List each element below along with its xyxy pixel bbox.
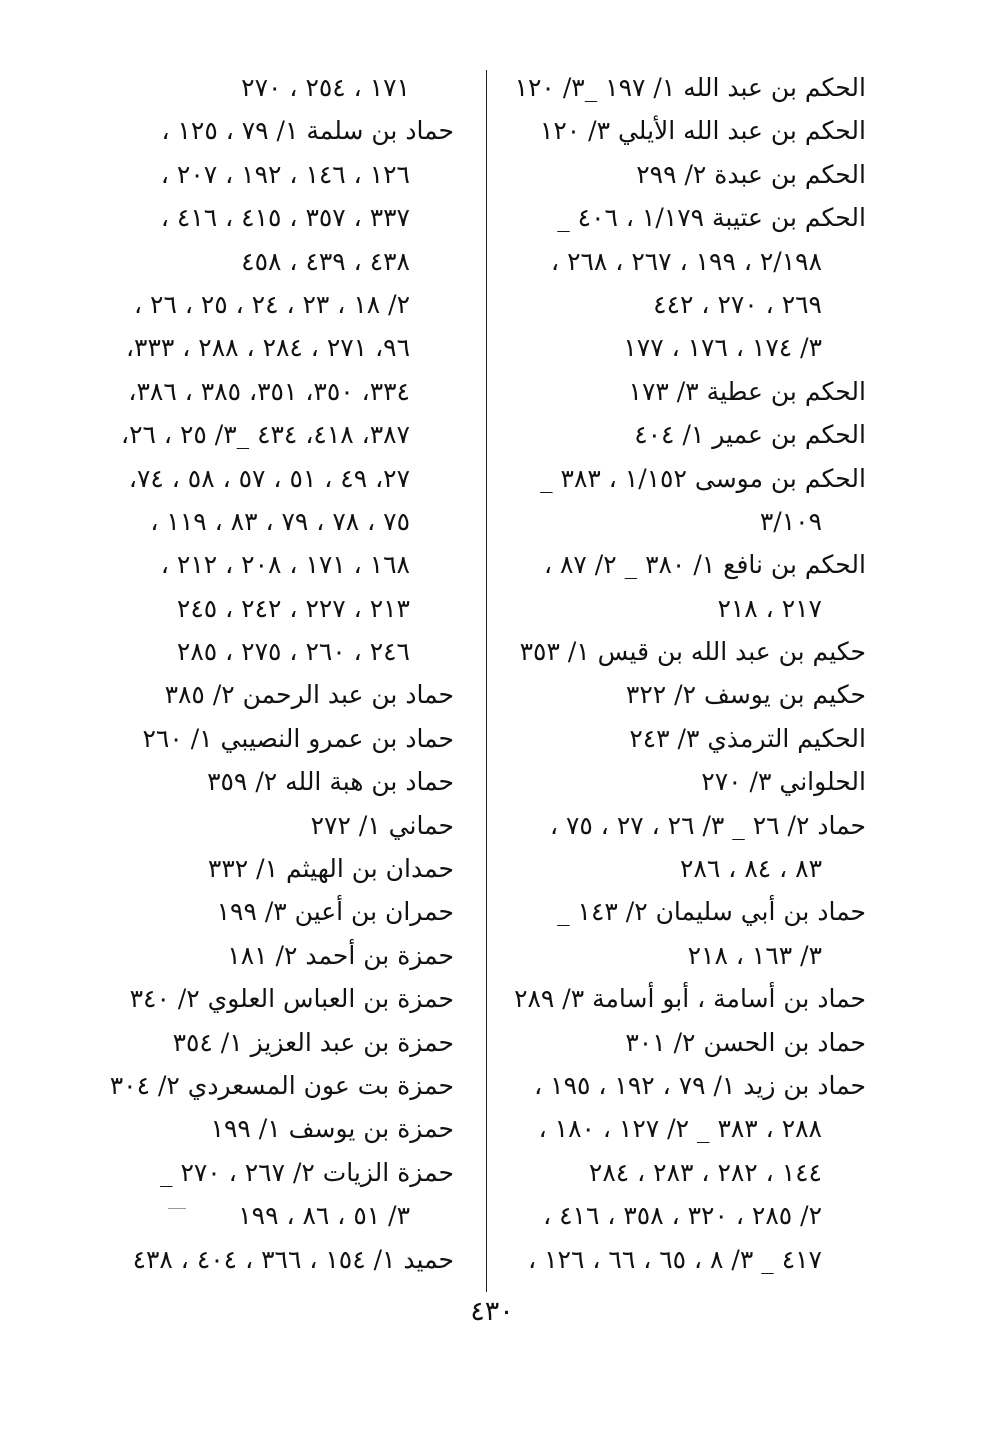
index-entry-line: ٢٧، ٤٩ ، ٥١ ، ٥٧ ، ٥٨ ، ٧٤، <box>128 463 410 493</box>
index-entry-line: حميد ١/ ١٥٤ ، ٣٦٦ ، ٤٠٤ ، ٤٣٨ <box>132 1244 454 1274</box>
index-entry-line: حماد ٢/ ٢٦ _ ٣/ ٢٦ ، ٢٧ ، ٧٥ ، <box>549 810 866 840</box>
index-entry-line: الحكيم الترمذي ٣/ ٢٤٣ <box>629 723 866 753</box>
index-entry-line: ٩٦، ٢٧١ ، ٢٨٤ ، ٢٨٨ ، ٣٣٣، <box>125 333 410 363</box>
index-entry-line: حماد بن زيد ١/ ٧٩ ، ١٩٢ ، ١٩٥ ، <box>534 1070 866 1100</box>
index-entry-line: ١٢٦ ، ١٤٦ ، ١٩٢ ، ٢٠٧ ، <box>160 159 410 189</box>
index-entry-line: ٢٨٨ ، ٣٨٣ _ ٢/ ١٢٧ ، ١٨٠ ، <box>538 1114 822 1144</box>
index-entry-line: ٣/ ١٦٣ ، ٢١٨ <box>687 940 822 970</box>
index-entry-line: الحكم بن عطية ٣/ ١٧٣ <box>628 376 866 406</box>
index-entry-line: الحكم بن عمير ١/ ٤٠٤ <box>634 420 866 450</box>
index-entry-line: ٣٣٤، ٣٥٠، ٣٥١، ٣٨٥ ، ٣٨٦، <box>128 376 410 406</box>
index-entry-line: حماد بن أسامة ، أبو أسامة ٣/ ٢٨٩ <box>514 984 866 1014</box>
column-divider <box>486 70 487 1292</box>
index-entry-line: ٧٥ ، ٧٨ ، ٧٩ ، ٨٣ ، ١١٩ ، <box>150 506 410 536</box>
index-entry-line: الحكم بن عتيبة ١/١٧٩ ، ٤٠٦ _ <box>557 203 866 233</box>
index-entry-line: حماني ١/ ٢٧٢ <box>310 810 454 840</box>
index-entry-line: حمران بن أعين ٣/ ١٩٩ <box>216 897 454 927</box>
index-entry-line: حماد بن سلمة ١/ ٧٩ ، ١٢٥ ، <box>161 116 454 146</box>
index-entry-line: حماد بن الحسن ٢/ ٣٠١ <box>625 1027 866 1057</box>
index-entry-line: ٢/ ٢٨٥ ، ٣٢٠ ، ٣٥٨ ، ٤١٦ ، <box>543 1201 822 1231</box>
index-entry-line: حكيم بن يوسف ٢/ ٣٢٢ <box>625 680 866 710</box>
index-entry-line: الحكم بن نافع ١/ ٣٨٠ _ ٢/ ٨٧ ، <box>543 550 866 580</box>
index-entry-line: ٢٦٩ ، ٢٧٠ ، ٤٤٢ <box>653 289 822 319</box>
index-entry-line: ٣٣٧ ، ٣٥٧ ، ٤١٥ ، ٤١٦ ، <box>160 203 410 233</box>
index-entry-line: حمزة بن العباس العلوي ٢/ ٣٤٠ <box>129 984 454 1014</box>
index-entry-line: حماد بن عمرو النصيبي ١/ ٢٦٠ <box>142 723 454 753</box>
index-entry-line: ١٧١ ، ٢٥٤ ، ٢٧٠ <box>241 73 410 102</box>
index-entry-line: الحكم بن عبدة ٢/ ٢٩٩ <box>636 159 866 189</box>
index-entry-line: الحكم بن عبد الله الأيلي ٣/ ١٢٠ <box>539 116 866 146</box>
index-entry-line: حمزة بن أحمد ٢/ ١٨١ <box>227 940 454 970</box>
index-entry-line: ٨٣ ، ٨٤ ، ٢٨٦ <box>680 854 822 884</box>
index-entry-line: ٢/١٩٨ ، ١٩٩ ، ٢٦٧ ، ٢٦٨ ، <box>551 246 822 276</box>
index-entry-line: الحكم بن عبد الله ١/ ١٩٧ _٣/ ١٢٠ <box>514 73 866 102</box>
index-entry-line: حمزة الزيات ٢/ ٢٦٧ ، ٢٧٠ _ <box>160 1157 454 1187</box>
index-entry-line: ١٦٨ ، ١٧١ ، ٢٠٨ ، ٢١٢ ، <box>160 550 410 580</box>
index-entry-line: حماد بن هبة الله ٢/ ٣٥٩ <box>207 767 454 797</box>
index-entry-line: حمزة بن عبد العزيز ١/ ٣٥٤ <box>172 1027 454 1057</box>
index-entry-line: ٢١٧ ، ٢١٨ <box>717 593 822 623</box>
index-entry-line: ١٤٤ ، ٢٨٢ ، ٢٨٣ ، ٢٨٤ <box>588 1157 822 1187</box>
index-entry-line: الحلواني ٣/ ٢٧٠ <box>701 767 866 797</box>
index-entry-line: ٣٨٧، ٤١٨، ٤٣٤ _٣/ ٢٥ ، ٢٦، <box>121 420 410 450</box>
print-speck <box>168 1208 186 1209</box>
index-entry-line: ٤١٧ _ ٣/ ٨ ، ٦٥ ، ٦٦ ، ١٢٦ ، <box>528 1244 822 1274</box>
index-entry-line: الحكم بن موسى ١/١٥٢ ، ٣٨٣ _ <box>540 463 866 493</box>
index-entry-line: ٣/ ٥١ ، ٨٦ ، ١٩٩ <box>238 1201 410 1231</box>
index-entry-line: حكيم بن عبد الله بن قيس ١/ ٣٥٣ <box>519 637 866 667</box>
page-number: ٤٣٠ <box>470 1296 514 1327</box>
index-entry-line: حمزة بن يوسف ١/ ١٩٩ <box>210 1114 454 1144</box>
index-entry-line: ٢١٣ ، ٢٢٧ ، ٢٤٢ ، ٢٤٥ <box>176 593 410 623</box>
left-column <box>54 66 454 1281</box>
index-entry-line: حمدان بن الهيثم ١/ ٣٣٢ <box>207 854 454 884</box>
right-column <box>486 66 866 1281</box>
index-entry-line: ٣/١٠٩ <box>759 506 822 536</box>
index-entry-line: ٢٤٦ ، ٢٦٠ ، ٢٧٥ ، ٢٨٥ <box>176 637 410 667</box>
index-entry-line: حماد بن عبد الرحمن ٢/ ٣٨٥ <box>164 680 454 710</box>
index-entry-line: حماد بن أبي سليمان ٢/ ١٤٣ _ <box>557 897 866 927</box>
index-entry-line: ٣/ ١٧٤ ، ١٧٦ ، ١٧٧ <box>623 333 822 363</box>
index-entry-line: حمزة بت عون المسعردي ٢/ ٣٠٤ <box>109 1070 454 1100</box>
index-entry-line: ٤٣٨ ، ٤٣٩ ، ٤٥٨ <box>241 246 410 276</box>
index-entry-line: ٢/ ١٨ ، ٢٣ ، ٢٤ ، ٢٥ ، ٢٦ ، <box>134 289 410 319</box>
